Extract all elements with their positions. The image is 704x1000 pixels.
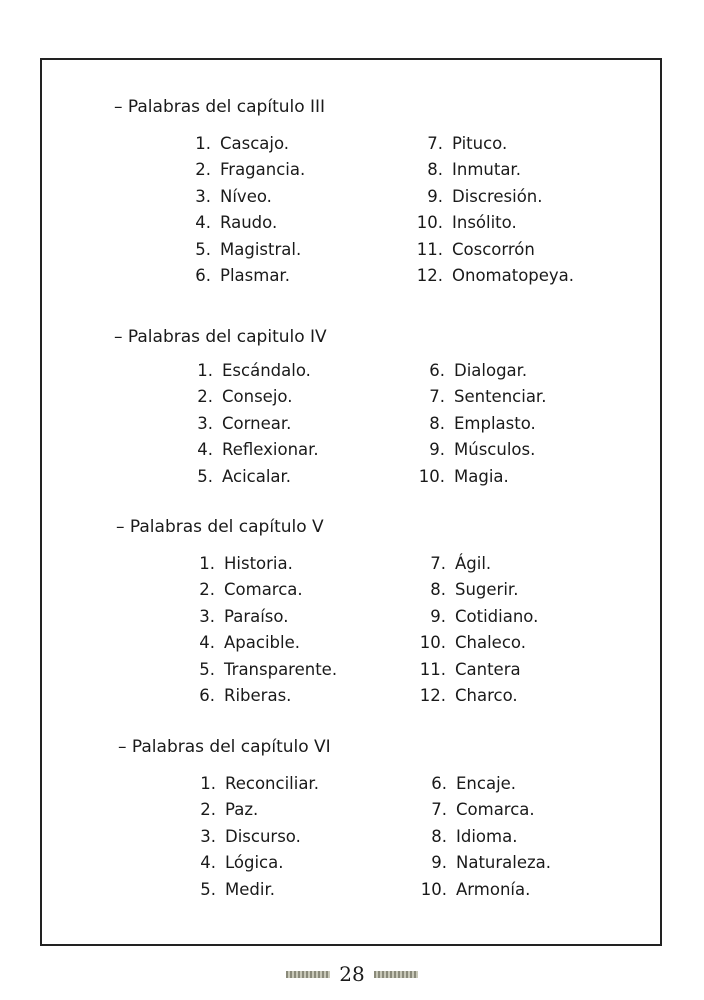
- list-item: [197, 411, 319, 437]
- item-word: Cascajo.: [220, 134, 290, 153]
- item-word: Naturaleza.: [456, 853, 552, 873]
- left-column: [199, 551, 338, 709]
- list-item: [199, 577, 337, 603]
- item-word: Reflexionar.: [222, 440, 319, 460]
- item-word: Comarca.: [224, 580, 303, 600]
- item-word: Magia.: [454, 466, 509, 486]
- item-word: Fragancia.: [220, 160, 306, 180]
- list-item: [429, 437, 546, 463]
- item-number: 6.: [429, 361, 445, 380]
- item-number: 10.: [419, 633, 446, 653]
- list-item: [199, 604, 337, 630]
- item-number: 8.: [427, 160, 443, 180]
- list-item: [419, 657, 538, 683]
- item-number: 4.: [195, 213, 211, 233]
- item-word: Ágil.: [455, 554, 492, 573]
- item-number: 1.: [195, 134, 211, 153]
- section-heading: – Palabras del capítulo V: [116, 517, 324, 537]
- item-number: 9.: [430, 606, 446, 626]
- item-word: Insólito.: [452, 213, 517, 233]
- list-item: [419, 683, 538, 709]
- item-number: 11.: [419, 659, 446, 679]
- item-number: 10.: [416, 213, 443, 233]
- list-item: [416, 210, 574, 236]
- item-number: 11.: [416, 239, 443, 259]
- item-number: 3.: [195, 186, 211, 206]
- item-word: Reconciliar.: [225, 774, 319, 793]
- item-word: Lógica.: [225, 853, 284, 873]
- list-item: [195, 157, 306, 183]
- list-item: [429, 384, 547, 410]
- item-number: 7.: [431, 800, 447, 820]
- list-item: [197, 358, 319, 384]
- item-number: 2.: [199, 580, 215, 600]
- item-number: 5.: [197, 466, 213, 486]
- list-item: [195, 184, 305, 210]
- item-number: 6.: [431, 774, 447, 793]
- list-item: [197, 384, 319, 410]
- section-heading: – Palabras del capítulo III: [114, 97, 326, 117]
- item-number: 9.: [429, 440, 445, 460]
- list-item: [200, 824, 319, 850]
- item-number: 4.: [200, 853, 216, 873]
- left-column: [197, 358, 319, 490]
- item-number: 7.: [430, 554, 446, 573]
- list-item: [418, 464, 546, 490]
- list-item: [200, 850, 319, 876]
- list-item: [195, 263, 305, 289]
- item-word: Discresión.: [452, 186, 543, 206]
- item-word: Comarca.: [456, 800, 535, 820]
- list-item: [200, 797, 319, 823]
- item-word: Chaleco.: [455, 633, 526, 653]
- item-number: 1.: [199, 554, 215, 573]
- item-word: Discurso.: [225, 826, 301, 846]
- item-number: 6.: [195, 265, 211, 285]
- item-number: 8.: [430, 580, 446, 600]
- item-number: 2.: [200, 800, 216, 820]
- item-word: Cotidiano.: [455, 606, 539, 626]
- left-column: [200, 771, 319, 903]
- list-item: [429, 358, 546, 384]
- item-word: Emplasto.: [454, 413, 536, 433]
- item-number: 2.: [197, 387, 213, 407]
- item-word: Sentenciar.: [454, 387, 547, 407]
- list-item: [427, 184, 574, 210]
- item-word: Encaje.: [456, 774, 517, 793]
- item-word: Cornear.: [222, 413, 292, 433]
- item-word: Raudo.: [220, 213, 278, 233]
- list-item: [199, 657, 338, 683]
- item-word: Acicalar.: [222, 466, 292, 486]
- list-item: [195, 131, 305, 157]
- item-word: Cantera: [455, 659, 521, 679]
- list-item: [431, 771, 551, 797]
- list-item: [431, 824, 551, 850]
- item-number: 5.: [199, 659, 215, 679]
- list-item: [199, 551, 337, 577]
- list-item: [195, 237, 305, 263]
- right-column: [420, 771, 552, 903]
- item-word: Riberas.: [224, 685, 292, 705]
- item-word: Pituco.: [452, 134, 508, 153]
- item-number: 5.: [195, 239, 211, 259]
- item-number: 12.: [416, 265, 443, 285]
- list-item: [430, 551, 538, 577]
- item-word: Charco.: [455, 685, 518, 705]
- item-word: Apacible.: [224, 633, 300, 653]
- footer-ornament-right: [374, 971, 418, 978]
- item-number: 3.: [199, 606, 215, 626]
- list-item: [427, 131, 574, 157]
- list-item: [200, 877, 319, 903]
- item-word: Paraíso.: [224, 606, 289, 626]
- item-word: Inmutar.: [452, 160, 521, 180]
- list-item: [199, 683, 337, 709]
- right-column: [418, 358, 547, 490]
- item-word: Historia.: [224, 554, 293, 573]
- section-heading: – Palabras del capitulo IV: [114, 327, 327, 347]
- item-number: 1.: [197, 361, 213, 380]
- item-number: 3.: [197, 413, 213, 433]
- list-item: [419, 630, 538, 656]
- item-word: Escándalo.: [222, 361, 311, 380]
- list-item: [430, 577, 538, 603]
- item-word: Consejo.: [222, 387, 293, 407]
- footer-ornament-left: [286, 971, 330, 978]
- list-item: [429, 411, 546, 437]
- right-column: [416, 131, 575, 289]
- item-word: Armonía.: [456, 879, 531, 899]
- item-word: Níveo.: [220, 186, 272, 206]
- right-column: [419, 551, 539, 709]
- item-word: Sugerir.: [455, 580, 519, 600]
- item-word: Magistral.: [220, 239, 302, 259]
- item-word: Onomatopeya.: [452, 265, 575, 285]
- item-number: 9.: [431, 853, 447, 873]
- item-word: Paz.: [225, 800, 259, 820]
- list-item: [431, 850, 552, 876]
- item-word: Coscorrón: [452, 239, 535, 259]
- list-item: [430, 604, 539, 630]
- section-heading: – Palabras del capítulo VI: [118, 737, 331, 757]
- page-number: 28: [339, 962, 365, 986]
- item-number: 3.: [200, 826, 216, 846]
- item-number: 1.: [200, 774, 216, 793]
- list-item: [199, 630, 337, 656]
- item-number: 4.: [199, 633, 215, 653]
- item-number: 10.: [420, 879, 447, 899]
- item-word: Medir.: [225, 879, 275, 899]
- item-word: Músculos.: [454, 440, 536, 460]
- item-number: 9.: [427, 186, 443, 206]
- item-number: 8.: [429, 413, 445, 433]
- item-number: 7.: [429, 387, 445, 407]
- item-word: Transparente.: [224, 659, 338, 679]
- item-number: 8.: [431, 826, 447, 846]
- item-word: Idioma.: [456, 826, 518, 846]
- item-number: 7.: [427, 134, 443, 153]
- list-item: [195, 210, 305, 236]
- item-number: 12.: [419, 685, 446, 705]
- page-footer: [0, 962, 704, 986]
- list-item: [427, 157, 574, 183]
- item-word: Plasmar.: [220, 265, 290, 285]
- list-item: [197, 437, 319, 463]
- left-column: [195, 131, 306, 289]
- list-item: [416, 263, 575, 289]
- list-item: [431, 797, 551, 823]
- item-number: 10.: [418, 466, 445, 486]
- list-item: [197, 464, 319, 490]
- item-number: 4.: [197, 440, 213, 460]
- item-number: 6.: [199, 685, 215, 705]
- item-number: 5.: [200, 879, 216, 899]
- list-item: [420, 877, 551, 903]
- item-word: Dialogar.: [454, 361, 528, 380]
- list-item: [416, 237, 574, 263]
- list-item: [200, 771, 319, 797]
- item-number: 2.: [195, 160, 211, 180]
